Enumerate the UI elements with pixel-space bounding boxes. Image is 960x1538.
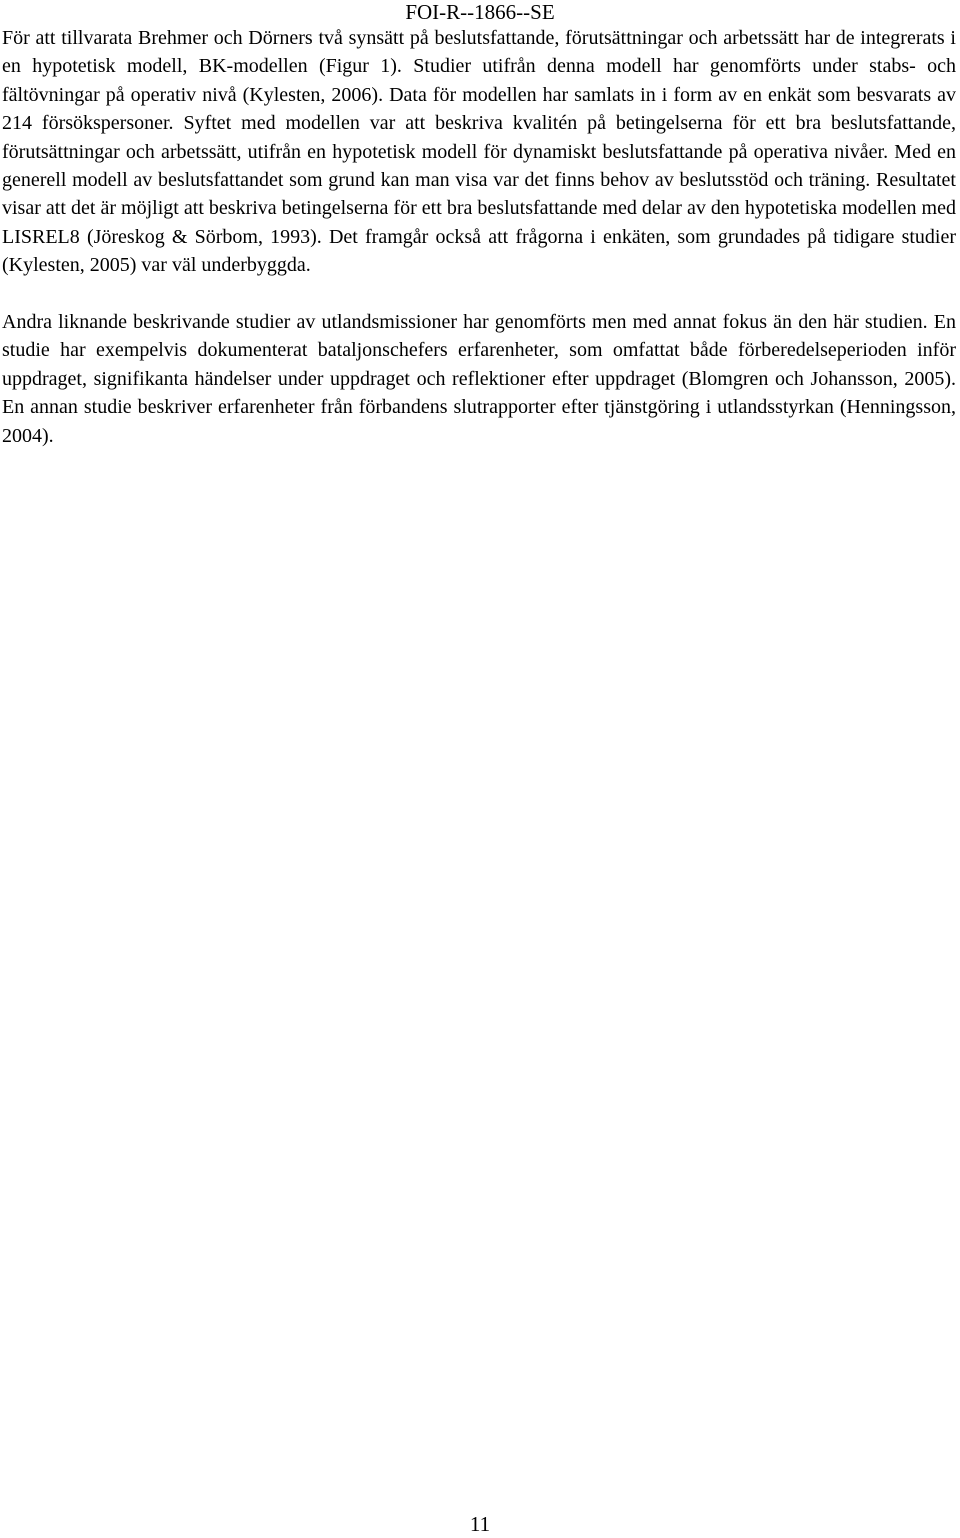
body-paragraph: För att tillvarata Brehmer och Dörners två synsätt på beslutsfattande, förutsättningar och arbetssätt har de integrerats i en hypotetisk modell, BK-modellen (Figur 1). Studier utifrån denna modell har genomförts under stabs- och fältövningar på operativ nivå (Kylesten, 2006). Data för modellen har samlats in i form av en enkät som besvarats av 214 försökspersoner. Syftet med modellen var att beskriva kvalitén på betingelserna för ett bra beslutsfattande, förutsättningar och arbetssätt, utifrån en hypotetisk modell för dynamiskt beslutsfattande på operativa nivåer. Med en generell modell av beslutsfattandet som grund kan man visa var det finns behov av beslutsstöd och träning. Resultatet visar att det är möjligt att beskriva betingelserna för ett bra beslutsfattande med delar av den hypotetiska modellen med LISREL8 (Jöreskog & Sörbom, 1993). Det framgår också att frågorna i enkäten, som grundades på tidigare studier (Kylesten, 2005) var väl underbyggda. [2, 27, 956, 277]
body-paragraph: Andra liknande beskrivande studier av utlandsmissioner har genomförts men med annat fokus än den här studien. En studie har exempelvis dokumenterat bataljonschefers erfarenheter, som omfattat både förberedelseperioden inför uppdraget, signifikanta händelser under uppdraget och reflektioner efter uppdraget (Blomgren och Johansson, 2005). En annan studie beskriver erfarenheter från förbandens slutrapporter efter tjänstgöring i utlandsstyrkan (Henningsson, 2004). [2, 311, 956, 447]
page-number: 11 [469, 1512, 491, 1536]
document-body [2, 24, 956, 450]
report-id-header: FOI-R--1866--SE [405, 0, 555, 24]
